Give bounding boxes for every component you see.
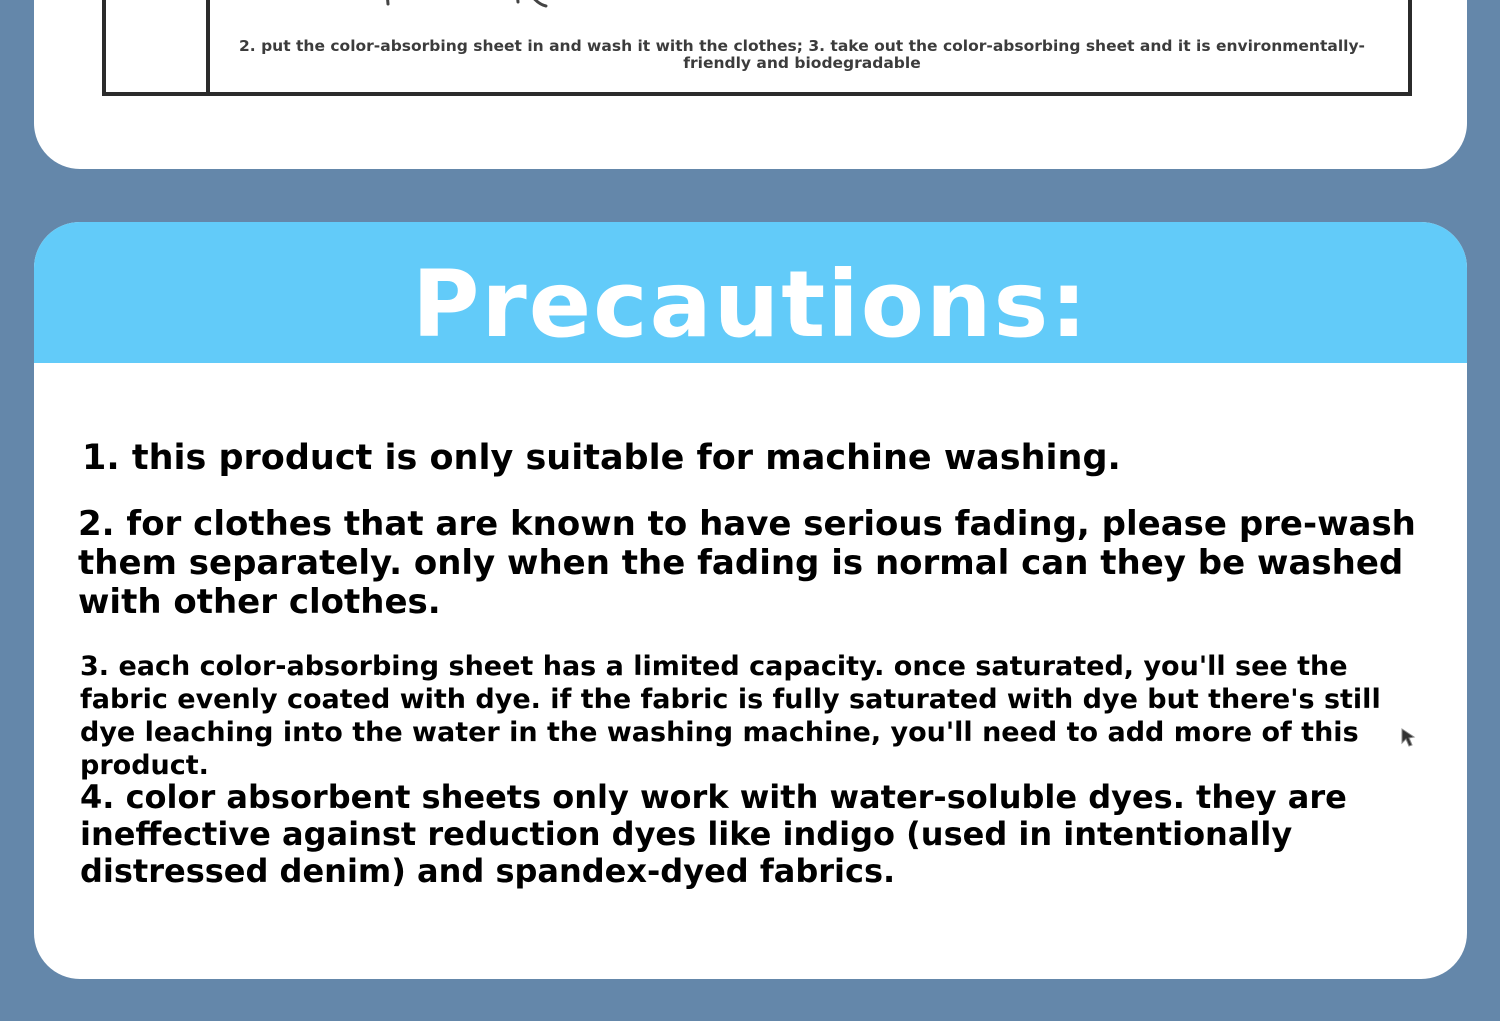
precautions-header bbox=[34, 222, 1467, 363]
usage-steps-table bbox=[102, 0, 1412, 96]
mouse-cursor-icon bbox=[1400, 727, 1418, 747]
table-column-divider bbox=[206, 0, 210, 92]
cropped-text-fragment bbox=[306, 0, 556, 8]
precaution-item-2: 2. for clothes that are known to have serious fading, please pre-wash them separately. only when the fading is normal can they be washed with other clothes. bbox=[78, 504, 1416, 622]
precaution-item-4: 4. color absorbent sheets only work with water-soluble dyes. they are ineffective against reduction dyes like indigo (used in intentionally distressed denim) and spandex-dyed fabrics. bbox=[80, 778, 1347, 890]
precautions-title: Precautions: bbox=[411, 251, 1090, 358]
usage-step-text: 2. put the color-absorbing sheet in and wash it with the clothes; 3. take out the color-absorbing sheet and it is environmentally-friendly and biodegradable bbox=[239, 37, 1365, 72]
precaution-item-3: 3. each color-absorbing sheet has a limited capacity. once saturated, you'll see the fabric evenly coated with dye. if the fabric is fully saturated with dye but there's still dye leaching into the water in the washing machine, you'll need to add more of this product. bbox=[80, 651, 1381, 781]
precautions-card bbox=[34, 222, 1467, 979]
usage-steps-card bbox=[34, 0, 1467, 169]
precaution-item-1: 1. this product is only suitable for machine washing. bbox=[82, 438, 1121, 478]
